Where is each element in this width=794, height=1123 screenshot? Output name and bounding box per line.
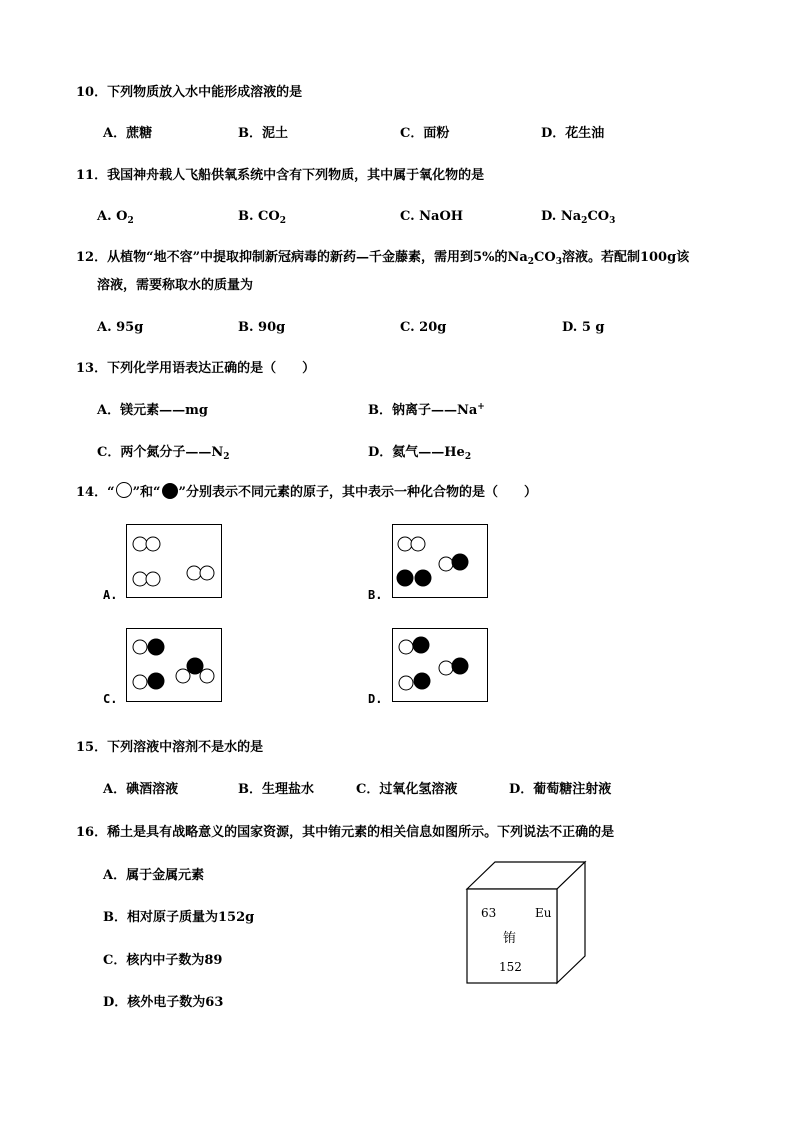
q14-molecules-c — [126, 628, 222, 702]
q16-option-a[interactable]: A．属于金属元素 — [103, 868, 205, 883]
q13-option-d[interactable]: D．氦气$——He_2$ — [368, 445, 472, 462]
q14-stem: 14．“ ”和“ ”分别表示不同元素的原子，其中表示一种化合物的是（ ） — [76, 482, 537, 501]
q10-option-d[interactable]: D．花生油 — [541, 126, 605, 141]
q11-option-a[interactable]: A. $O_2$ — [97, 209, 134, 226]
white-atom-icon — [116, 482, 132, 498]
q14-molecules-b — [392, 524, 488, 598]
q11-option-d[interactable]: D. $Na_2CO_3$ — [541, 209, 616, 226]
q11-option-c[interactable]: C. NaOH — [400, 209, 464, 224]
q13-stem: 13．下列化学用语表达正确的是（ ） — [76, 361, 316, 376]
q12-option-c[interactable]: C. 20g — [400, 320, 447, 335]
element-atomic-number: 63 — [481, 906, 497, 920]
q14-molecules-a — [126, 524, 222, 598]
element-atomic-mass: 152 — [499, 960, 522, 974]
q14-label-a[interactable]: A. — [103, 588, 118, 602]
q10-option-b[interactable]: B．泥土 — [238, 126, 288, 141]
q12-option-b[interactable]: B. 90g — [238, 320, 286, 335]
q16-option-c[interactable]: C．核内中子数为89 — [103, 953, 223, 968]
q13-option-a[interactable]: A．镁元素——mg — [97, 403, 208, 418]
q14-label-d[interactable]: D. — [368, 692, 383, 706]
q11-stem: 11．我国神舟载人飞船供氧系统中含有下列物质，其中属于氧化物的是 — [76, 168, 485, 183]
q11-option-b[interactable]: B. $CO_2$ — [238, 209, 286, 226]
q12-option-d[interactable]: D. 5 g — [562, 320, 605, 335]
q12-stem-line2: 溶液，需要称取水的质量为 — [97, 278, 254, 293]
q15-option-a[interactable]: A．碘酒溶液 — [103, 782, 179, 797]
q16-option-b[interactable]: B．相对原子质量为152g — [103, 910, 255, 925]
q15-option-c[interactable]: C．过氧化氢溶液 — [356, 782, 458, 797]
q13-option-c[interactable]: C．两个氮分子$——N_2$ — [97, 445, 230, 462]
q12-stem: 12．从植物“地不容”中提取抑制新冠病毒的新药—千金藤素，需用到5%的$Na_2CO_3$溶液。若配制100g该 — [76, 250, 690, 267]
q14-label-c[interactable]: C. — [103, 692, 118, 706]
q16-stem: 16．稀土是具有战略意义的国家资源，其中铕元素的相关信息如图所示。下列说法不正确的是 — [76, 825, 615, 840]
q10-stem: 10．下列物质放入水中能形成溶液的是 — [76, 85, 303, 100]
q13-option-b[interactable]: B．钠离子——Na+ — [368, 402, 485, 418]
q10-option-a[interactable]: A．蔗糖 — [103, 126, 153, 141]
q15-option-d[interactable]: D．葡萄糖注射液 — [509, 782, 612, 797]
element-symbol: Eu — [535, 906, 552, 920]
q14-molecules-d — [392, 628, 488, 702]
q15-stem: 15．下列溶液中溶剂不是水的是 — [76, 740, 264, 755]
element-name: 铕 — [503, 931, 517, 946]
q15-option-b[interactable]: B．生理盐水 — [238, 782, 314, 797]
element-cube — [466, 861, 588, 986]
q16-option-d[interactable]: D．核外电子数为63 — [103, 995, 224, 1010]
q10-option-c[interactable]: C．面粉 — [400, 126, 450, 141]
q12-option-a[interactable]: A. 95g — [97, 320, 144, 335]
black-atom-icon — [162, 483, 178, 499]
q14-label-b[interactable]: B. — [368, 588, 383, 602]
